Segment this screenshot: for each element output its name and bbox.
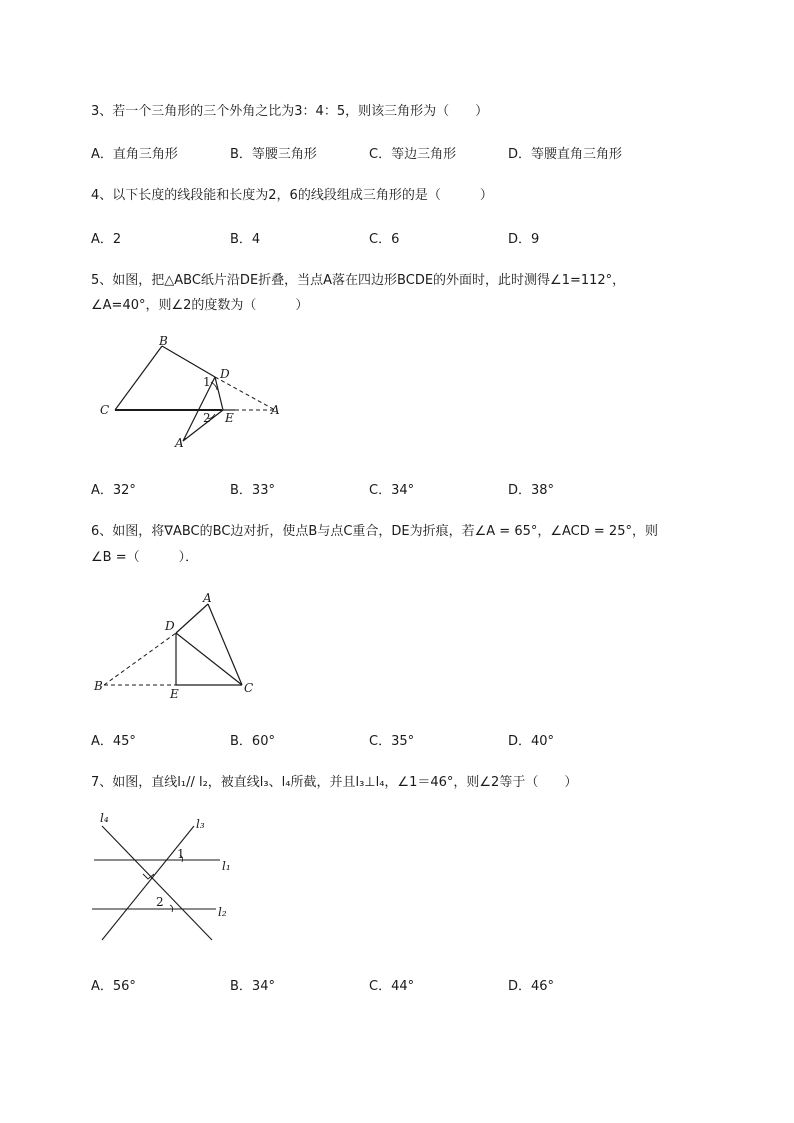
- question-5-stem: 5、如图，把△ABC纸片沿DE折叠，当点A落在四边形BCDE的外面时，此时测得∠1=112°，: [91, 273, 626, 288]
- label-l4: l₄: [100, 811, 109, 825]
- question-3-options: [91, 143, 771, 161]
- label-A: A: [271, 403, 280, 417]
- option-c: C．6: [369, 232, 400, 247]
- question-6-options: [91, 730, 771, 748]
- question-7-stem: 7、如图，直线l₁// l₂，被直线l₃、l₄所截，并且l₃⊥l₄，∠1＝46°，则∠2等于（ ）: [91, 775, 578, 790]
- option-d: D．等腰直角三角形: [508, 147, 623, 162]
- option-b: B．4: [230, 232, 261, 247]
- label-1: 1: [203, 375, 211, 389]
- label-l1: l₁: [222, 859, 231, 873]
- question-5-stem-cont: ∠A=40°，则∠2的度数为（ ）: [91, 298, 309, 313]
- option-b: B．等腰三角形: [230, 147, 317, 162]
- label-l3: l₃: [196, 817, 205, 831]
- option-a: A．2: [91, 232, 122, 247]
- question-5-options: [91, 479, 771, 497]
- label-D: D: [165, 619, 175, 633]
- label-E: E: [170, 687, 179, 701]
- label-A: A: [203, 591, 212, 605]
- option-c: C．35°: [369, 734, 415, 749]
- label-2: 2: [203, 411, 211, 425]
- option-c: C．等边三角形: [369, 147, 457, 162]
- label-1: 1: [177, 847, 185, 861]
- option-b: B．34°: [230, 979, 275, 994]
- option-c: C．44°: [369, 979, 415, 994]
- option-c: C．34°: [369, 483, 415, 498]
- label-C: C: [244, 681, 254, 695]
- option-a: A．32°: [91, 483, 136, 498]
- option-a: A．56°: [91, 979, 136, 994]
- option-a: A．45°: [91, 734, 136, 749]
- label-E: E: [225, 411, 234, 425]
- option-a: A．直角三角形: [91, 147, 178, 162]
- label-B: B: [94, 679, 103, 693]
- question-7-options: [91, 975, 771, 993]
- label-B: B: [159, 334, 168, 348]
- option-b: B．33°: [230, 483, 275, 498]
- question-7-figure: [88, 808, 248, 948]
- label-C: C: [100, 403, 110, 417]
- option-b: B．60°: [230, 734, 275, 749]
- question-6-stem-cont: ∠B =（ ）．: [91, 550, 199, 565]
- label-A-prime: A′: [175, 436, 187, 450]
- option-d: D．40°: [508, 734, 555, 749]
- question-5-figure: [95, 330, 295, 455]
- question-6-figure: [90, 588, 270, 703]
- option-d: D．9: [508, 232, 540, 247]
- question-4-options: [91, 228, 771, 246]
- label-l2: l₂: [218, 905, 227, 919]
- question-4-stem: 4、以下长度的线段能和长度为2，6的线段组成三角形的是（ ）: [91, 188, 493, 203]
- option-d: D．38°: [508, 483, 555, 498]
- label-2: 2: [156, 895, 164, 909]
- question-6-stem: 6、如图，将∇ABC的BC边对折，使点B与点C重合，DE为折痕，若∠A = 65°，∠ACD = 25°，则: [91, 524, 658, 539]
- label-D: D: [220, 367, 230, 381]
- question-3-stem: 3、若一个三角形的三个外角之比为3：4：5，则该三角形为（ ）: [91, 104, 489, 119]
- option-d: D．46°: [508, 979, 555, 994]
